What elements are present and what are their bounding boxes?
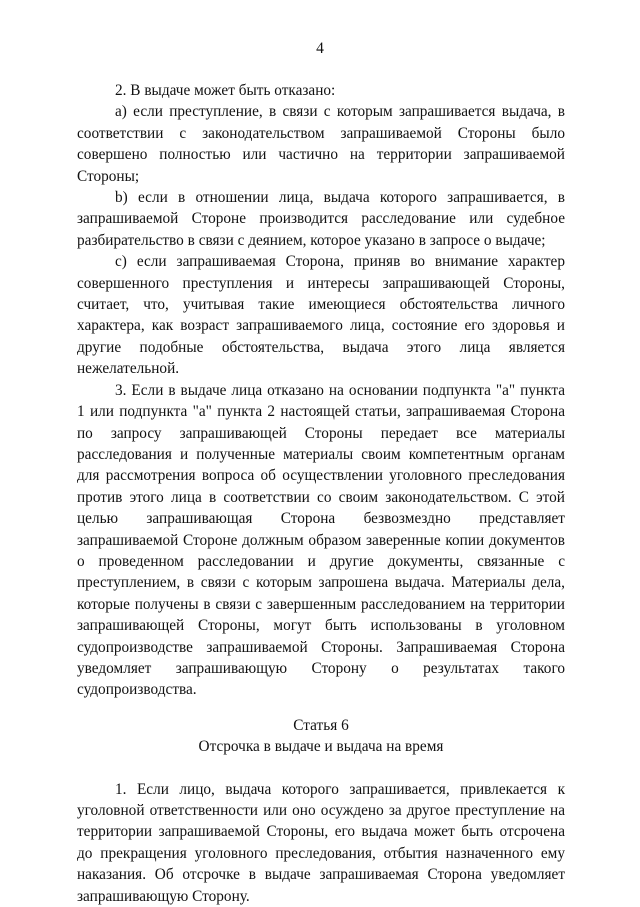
paragraph-subitem-b: b) если в отношении лица, выдача которого запрашивается, в запрашиваемой Стороне производится расследование или судебное разбирательство в связи с деянием, которое указано в запросе о выдаче; — [77, 189, 565, 249]
paragraph-article-6-item-1: 1. Если лицо, выдача которого запрашивается, привлекается к уголовной ответственности или оно осуждено за другое преступление на территории запрашиваемой Стороны, его выдача может быть отсрочена до прекращения уголовного преследования, отбытия назначенного ему наказания. Об отсрочке в выдаче запрашиваемая Сторона уведомляет запрашивающую Сторону. — [77, 780, 565, 905]
article-title: Отсрочка в выдаче и выдача на время — [198, 738, 444, 756]
page-number: 4 — [316, 40, 324, 57]
paragraph-subitem-c: c) если запрашиваемая Сторона, приняв во внимание характер совершенного преступления и интересы запрашивающей Стороны, считает, что, учитывая такие имеющиеся обстоятельства личного характера, как возраст запрашиваемого лица, состояние его здоровья и другие подобные обстоятельства, выдача этого лица является нежелательной. — [77, 253, 565, 378]
article-number: Статья 6 — [293, 716, 349, 734]
paragraph-subitem-a: a) если преступление, в связи с которым запрашивается выдача, в соответствии с законодательством запрашиваемой Стороны было совершено полностью или частично на территории запрашиваемой Стороны; — [77, 103, 565, 185]
paragraph-item-2-intro: 2. В выдаче может быть отказано: — [115, 82, 336, 99]
document-body — [77, 80, 565, 907]
paragraph-item-3: 3. Если в выдаче лица отказано на основании подпункта "а" пункта 1 или подпункта "а" пункта 2 настоящей статьи, запрашиваемая Сторона по запросу запрашивающей Стороны передает все материалы расследования и полученные материалы своим компетентным органам для рассмотрения вопроса об осуществлении уголовного преследования против этого лица в соответствии со своим законодательством. С этой целью запрашивающая Сторона безвозмездно представляет запрашиваемой Стороне должным образом заверенные копии документов о проведенном расследовании и другие документы, связанные с преступлением, в связи с которым запрошена выдача. Материалы дела, которые получены в связи с завершенным расследованием на территории запрашивающей Стороны, могут быть использованы в уголовном судопроизводстве запрашиваемой Стороны. Запрашиваемая Сторона уведомляет запрашивающую Сторону о результатах такого судопроизводства. — [77, 381, 565, 699]
